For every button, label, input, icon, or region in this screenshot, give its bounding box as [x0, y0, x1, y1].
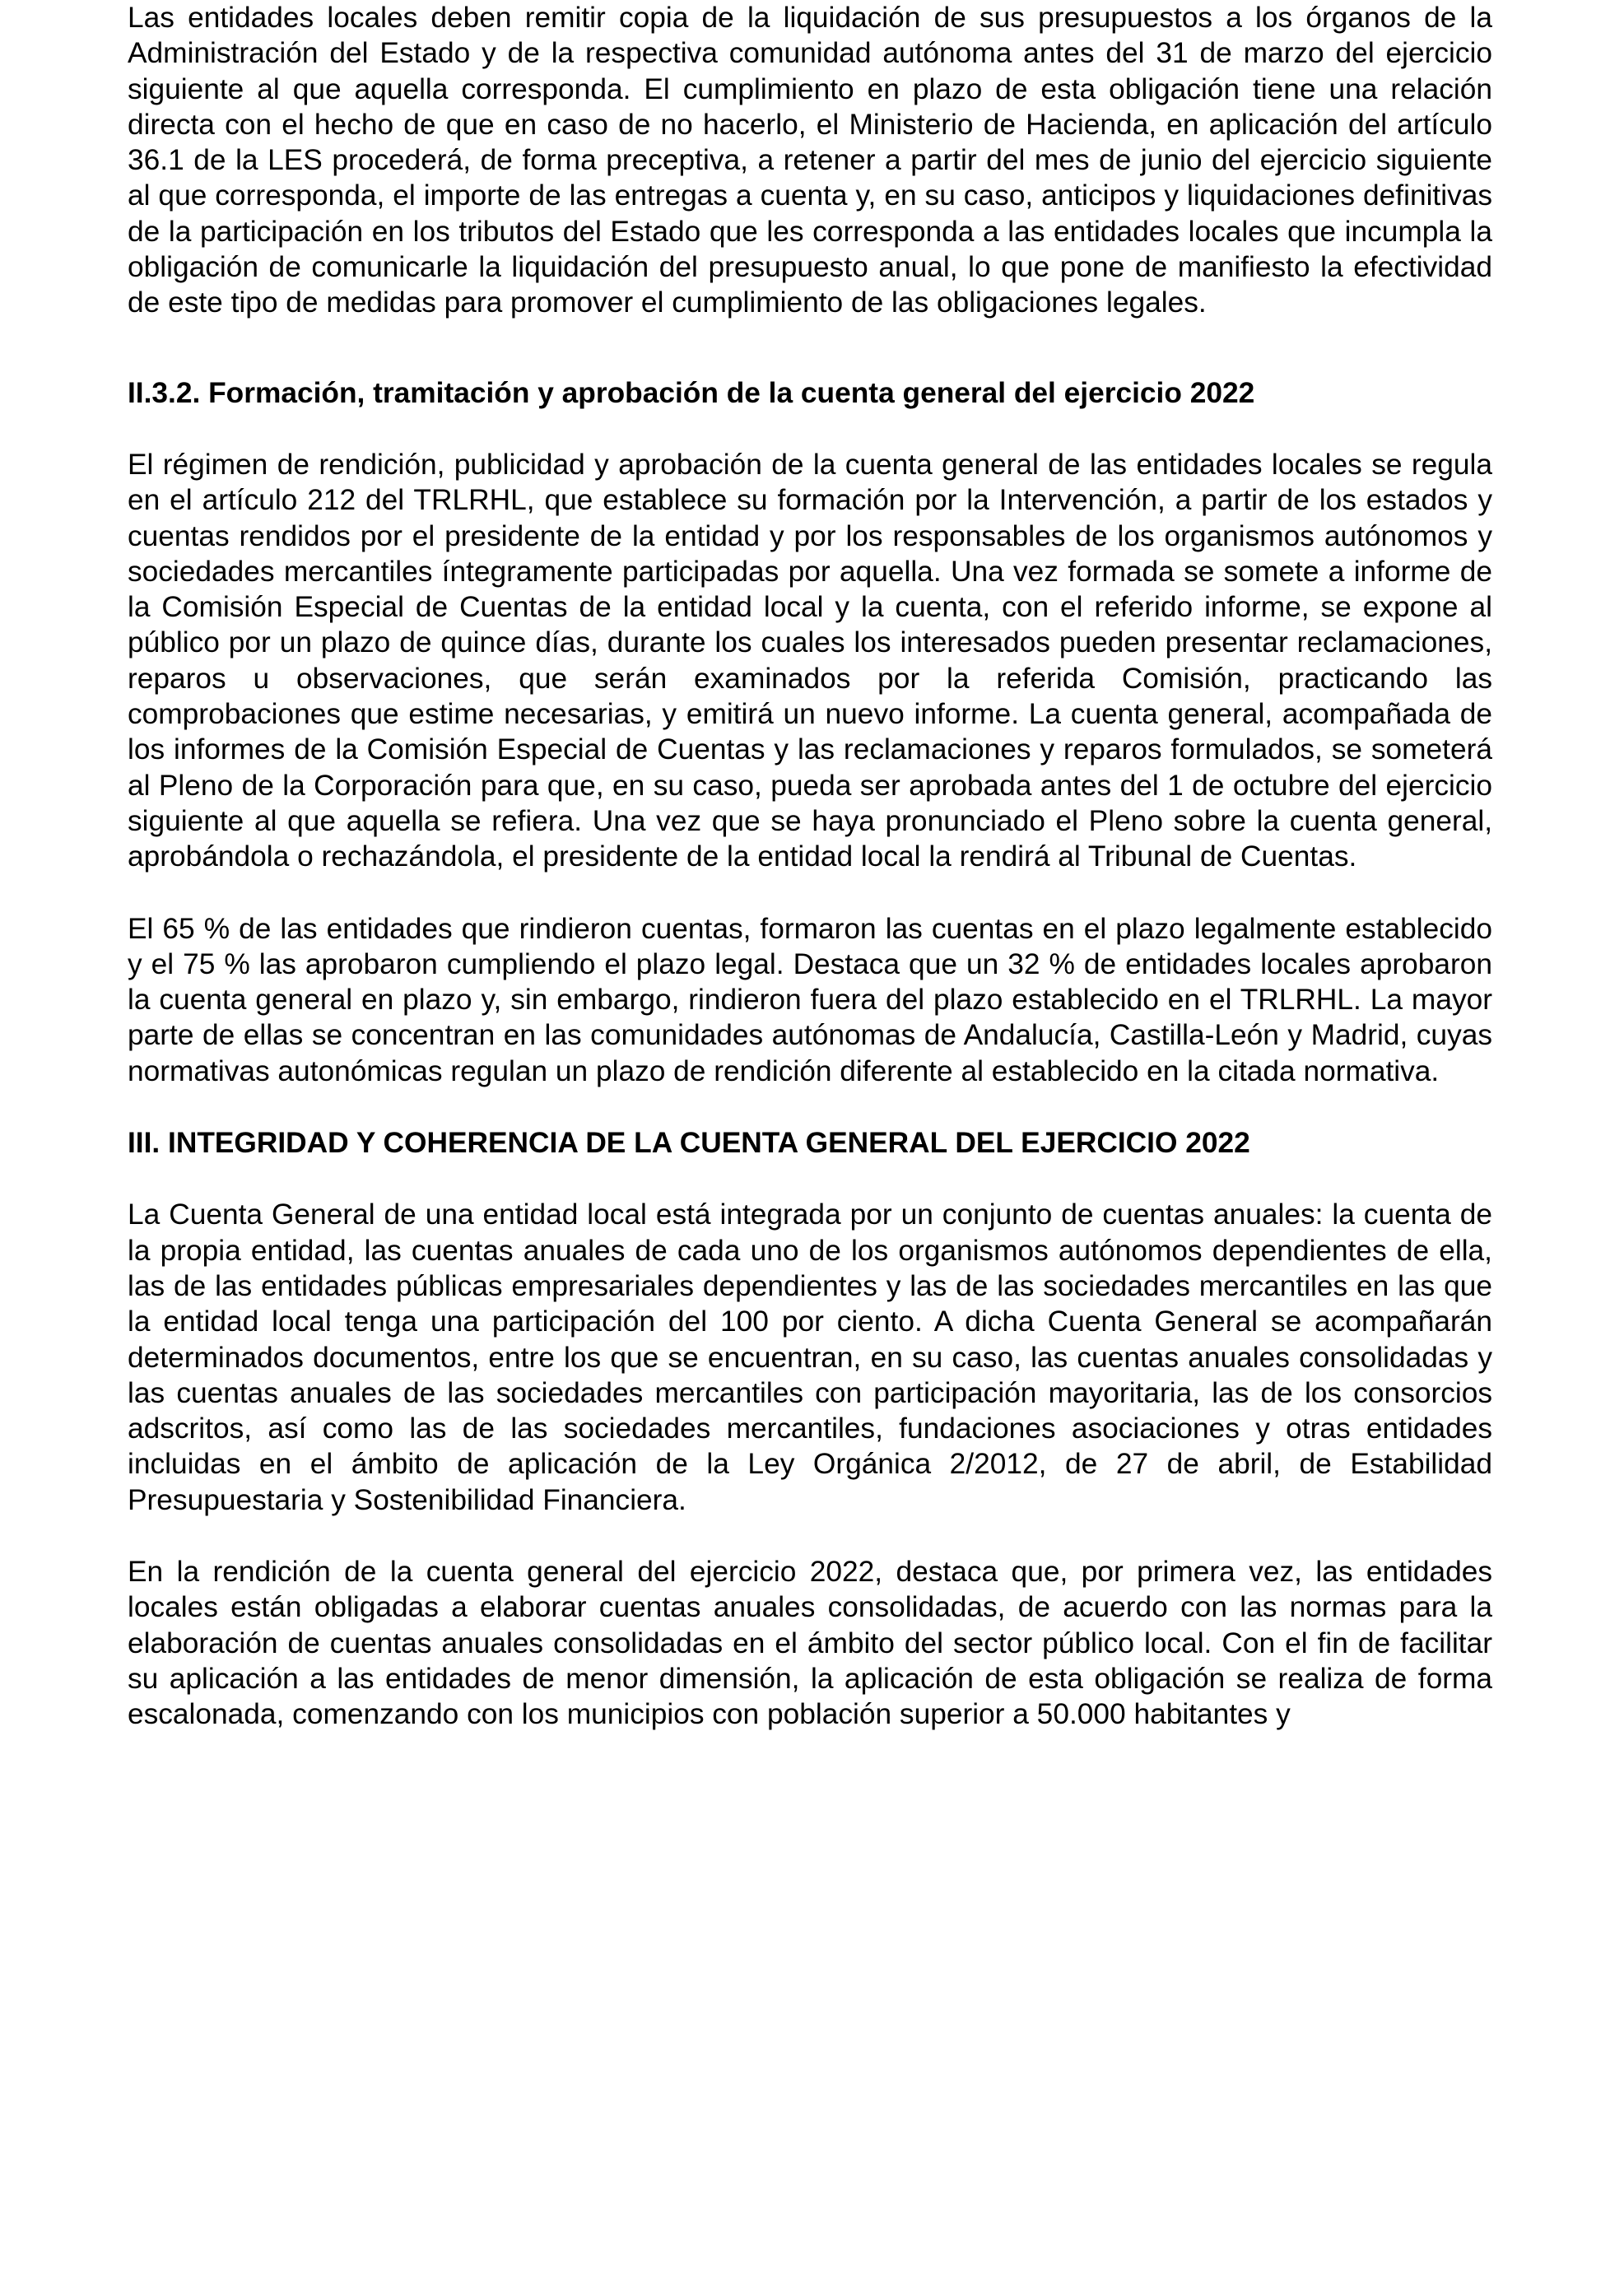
section-heading-cuenta-general: II.3.2. Formación, tramitación y aprobación de la cuenta general del ejercicio 2022	[128, 376, 1255, 409]
paragraph-percentages: El 65 % de las entidades que rindieron cuentas, formaron las cuentas en el plazo legalmente establecido y el 75 % las aprobaron cumpliendo el plazo legal. Destaca que un 32 % de entidades locales aprobaron la cuenta general en plazo y, sin embargo, rindieron fuera del plazo establecido en el TRLRHL. La mayor parte de ellas se concentran en las comunidades autónomas de Andalucía, Castilla-León y Madrid, cuyas normativas autonómicas regulan un plazo de rendición diferente al establecido en la citada normativa.	[128, 912, 1492, 1087]
paragraph-budget-liquidation: Las entidades locales deben remitir copia de la liquidación de sus presupuestos a los órganos de la Administración del Estado y de la respectiva comunidad autónoma antes del 31 de marzo del ejercicio siguiente al que aquella corresponda. El cumplimiento en plazo de esta obligación tiene una relación directa con el hecho de que en caso de no hacerlo, el Ministerio de Hacienda, en aplicación del artículo 36.1 de la LES procederá, de forma preceptiva, a retener a partir del mes de junio del ejercicio siguiente al que corresponda, el importe de las entregas a cuenta y, en su caso, anticipos y liquidaciones definitivas de la participación en los tributos del Estado que les corresponda a las entidades locales que incumpla la obligación de comunicarle la liquidación del presupuesto anual, lo que pone de manifiesto la efectividad de este tipo de medidas para promover el cumplimiento de las obligaciones legales.	[128, 2, 1492, 319]
paragraph-cuenta-general-composition: La Cuenta General de una entidad local está integrada por un conjunto de cuentas anuales: la cuenta de la propia entidad, las cuentas anuales de cada uno de los organismos autónomos dependientes de ella, las de las entidades públicas empresariales dependientes y las de las sociedades mercantiles en las que la entidad local tenga una participación del 100 por ciento. A dicha Cuenta General se acompañarán determinados documentos, entre los que se encuentran, en su caso, las cuentas anuales consolidadas y las cuentas anuales de las sociedades mercantiles con participación mayoritaria, las de los consorcios adscritos, así como las de las sociedades mercantiles, fundaciones asociaciones y otras entidades incluidas en el ámbito de aplicación de la Ley Orgánica 2/2012, de 27 de abril, de Estabilidad Presupuestaria y Sostenibilidad Financiera.	[128, 1198, 1492, 1516]
section-heading-integridad: III. INTEGRIDAD Y COHERENCIA DE LA CUENTA GENERAL DEL EJERCICIO 2022	[128, 1127, 1250, 1160]
paragraph-consolidated-accounts: En la rendición de la cuenta general del ejercicio 2022, destaca que, por primera vez, las entidades locales están obligadas a elaborar cuentas anuales consolidadas, de acuerdo con las normas para la elaboración de cuentas anuales consolidadas en el ámbito del sector público local. Con el fin de facilitar su aplicación a las entidades de menor dimensión, la aplicación de esta obligación se realiza de forma escalonada, comenzando con los municipios con población superior a 50.000 habitantes y	[128, 1555, 1492, 1731]
paragraph-rendicion-regime: El régimen de rendición, publicidad y aprobación de la cuenta general de las entidades locales se regula en el artículo 212 del TRLRHL, que establece su formación por la Intervención, a partir de los estados y cuentas rendidos por el presidente de la entidad y por los responsables de los organismos autónomos y sociedades mercantiles íntegramente participadas por aquella. Una vez formada se somete a informe de la Comisión Especial de Cuentas de la entidad local y la cuenta, con el referido informe, se expone al público por un plazo de quince días, durante los cuales los interesados pueden presentar reclamaciones, reparos u observaciones, que serán examinados por la referida Comisión, practicando las comprobaciones que estime necesarias, y emitirá un nuevo informe. La cuenta general, acompañada de los informes de la Comisión Especial de Cuentas y las reclamaciones y reparos formulados, se someterá al Pleno de la Corporación para que, en su caso, pueda ser aprobada antes del 1 de octubre del ejercicio siguiente al que aquella se refiera. Una vez que se haya pronunciado el Pleno sobre la cuenta general, aprobándola o rechazándola, el presidente de la entidad local la rendirá al Tribunal de Cuentas.	[128, 448, 1492, 873]
document-page	[128, 0, 1492, 1732]
